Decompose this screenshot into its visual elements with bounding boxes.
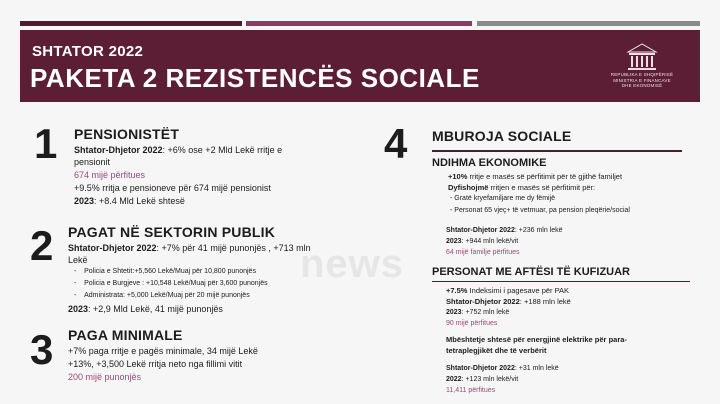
logo-text-2: MINISTRIA E FINANCAVE bbox=[613, 77, 671, 83]
watermark: news bbox=[300, 242, 405, 286]
s2-line1 bbox=[68, 242, 311, 254]
s4-a5-text: : +236 mln lekë bbox=[514, 227, 563, 234]
s4-a2-bold: Dyfishojmë bbox=[448, 183, 489, 192]
section-1-number: 1 bbox=[34, 120, 58, 167]
s2-line1-text: : +7% për 41 mijë punonjës , +713 mln bbox=[156, 243, 311, 253]
s1-line1-text: : +6% ose +2 Mld Lekë rritje e bbox=[162, 145, 283, 155]
s2-bullet3: - Administrata: +5,000 Lekë/Muaj për 20 mijë punonjës bbox=[74, 292, 250, 299]
section-1-title: PENSIONISTËT bbox=[74, 126, 180, 142]
s2-bullet3-text: Administrata: +5,000 Lekë/Muaj për 20 mijë punonjës bbox=[84, 292, 250, 299]
s2-bullet1-text: Policia e Shtetit:+5,560 Lekë/Muaj për 10,800 punonjës bbox=[84, 268, 256, 275]
section-3-number: 3 bbox=[30, 326, 54, 373]
s4-p1-bold: +7.5% bbox=[446, 286, 468, 295]
s4-a5-bold: Shtator-Dhjetor 2022 bbox=[446, 227, 515, 234]
building-icon bbox=[625, 42, 659, 72]
s4-p5: Mbështetje shtesë për energjinë elektrike për para- bbox=[446, 335, 627, 344]
s2-line3 bbox=[68, 303, 223, 315]
s2-line3-text: : +2,9 Mld Lekë, 41 mijë punonjës bbox=[88, 304, 223, 314]
s3-line1: +7% paga rritje e pagës minimale, 34 mijë Lekë bbox=[68, 346, 258, 356]
section-4-underline bbox=[432, 150, 682, 152]
s4-a6 bbox=[446, 237, 518, 247]
section-2-number: 2 bbox=[30, 222, 54, 269]
s4-p3-text: : +752 mln lekë bbox=[461, 309, 510, 316]
s2-bullet1: - Policia e Shtetit:+5,560 Lekë/Muaj për 10,800 punonjës bbox=[74, 268, 256, 275]
header-subtitle: SHTATOR 2022 bbox=[32, 43, 144, 60]
s4-p3 bbox=[446, 308, 509, 318]
s4-p7-bold: Shtator-Dhjetor 2022 bbox=[446, 365, 515, 372]
s4-a3: - Gratë kryefamiljare me dy fëmijë bbox=[450, 195, 556, 202]
s2-line2: Lekë bbox=[68, 255, 88, 265]
s1-line1-bold: Shtator-Dhjetor 2022 bbox=[74, 145, 163, 155]
s2-bullet2-text: Policia e Burgjeve : +10,548 Lekë/Muaj për 3,600 punonjës bbox=[84, 280, 268, 287]
s4-p7 bbox=[446, 364, 559, 374]
s1-line4: +9.5% rritja e pensioneve për 674 mijë pensionist bbox=[74, 183, 271, 193]
s1-line5-bold: 2023 bbox=[74, 196, 95, 206]
s1-line5 bbox=[74, 195, 185, 207]
top-bar-gray bbox=[477, 21, 700, 26]
s4-a2-text: rritjen e masës së përfitimit për: bbox=[488, 183, 596, 192]
section-3-title: PAGA MINIMALE bbox=[68, 327, 183, 343]
s3-beneficiaries: 200 mijë punonjës bbox=[68, 372, 142, 382]
s4-p1-text: Indeksimi i pagesave për PAK bbox=[467, 286, 570, 295]
s4-p2-bold: Shtator-Dhjetor 2022 bbox=[446, 297, 520, 306]
s2-line1-bold: Shtator-Dhjetor 2022 bbox=[68, 243, 157, 253]
s4-a7: 64 mijë familje përfitues bbox=[446, 249, 520, 256]
section-2-title: PAGAT NË SEKTORIN PUBLIK bbox=[68, 224, 276, 240]
s4-p6: tetraplegjikët dhe të verbërit bbox=[446, 346, 547, 355]
s4-p2 bbox=[446, 296, 571, 307]
s4-a4: - Personat 65 vjeç+ të vetmuar, pa pension pleqërie/social bbox=[450, 207, 630, 214]
s4-p8-text: : +123 mln lekë/vit bbox=[461, 376, 519, 383]
s4-a6-text: : +944 mln lekë/vit bbox=[461, 238, 519, 245]
logo-text-1: REPUBLIKA E SHQIPËRISË bbox=[610, 72, 674, 77]
logo-text-3: DHE EKONOMISË bbox=[621, 83, 663, 88]
s3-line2: +13%, +3,500 Lekë rritja neto nga fillimi vitit bbox=[68, 359, 243, 369]
s4-p2-text: : +188 mln lekë bbox=[519, 297, 571, 306]
s4-a2 bbox=[448, 182, 595, 193]
s4-p7-text: : +31 mln lekë bbox=[514, 365, 559, 372]
s1-line1 bbox=[74, 144, 282, 156]
s4-p8 bbox=[446, 375, 518, 385]
section-4-number: 4 bbox=[384, 120, 408, 167]
s4-a1-text: rritje e masës së përfitimit për të gjithë familjet bbox=[467, 172, 623, 181]
s1-line2: pensionit bbox=[74, 157, 111, 167]
header-banner bbox=[20, 30, 700, 102]
s4-p9: 11,411 përfitues bbox=[446, 387, 496, 394]
header-title: PAKETA 2 REZISTENCËS SOCIALE bbox=[30, 63, 480, 93]
top-bar-maroon bbox=[20, 21, 242, 26]
s4-a5 bbox=[446, 226, 563, 236]
s4-p1 bbox=[446, 285, 569, 296]
section-4-title: MBUROJA SOCIALE bbox=[432, 128, 572, 144]
sub-economic-aid: NDIHMA EKONOMIKE bbox=[432, 157, 547, 169]
s4-a1-bold: +10% bbox=[448, 172, 468, 181]
s4-p4: 90 mijë përfitues bbox=[446, 320, 498, 327]
sub-disabilities: PERSONAT ME AFTËSI TË KUFIZUAR bbox=[432, 266, 630, 278]
top-bar-magenta bbox=[246, 21, 472, 26]
s2-line3-bold: 2023 bbox=[68, 304, 89, 314]
s4-a6-bold: 2023 bbox=[446, 238, 462, 245]
ministry-logo bbox=[602, 42, 682, 94]
s1-beneficiaries: 674 mijë përfitues bbox=[74, 170, 146, 180]
s4-a1 bbox=[448, 171, 622, 182]
s4-p8-bold: 2022 bbox=[446, 376, 462, 383]
sub-disabilities-underline bbox=[432, 281, 690, 282]
s4-p3-bold: 2023 bbox=[446, 309, 462, 316]
s1-line5-text: : +8.4 Mld Lekë shtesë bbox=[94, 196, 185, 206]
s2-bullet2: - Policia e Burgjeve : +10,548 Lekë/Muaj për 3,600 punonjës bbox=[74, 280, 268, 287]
